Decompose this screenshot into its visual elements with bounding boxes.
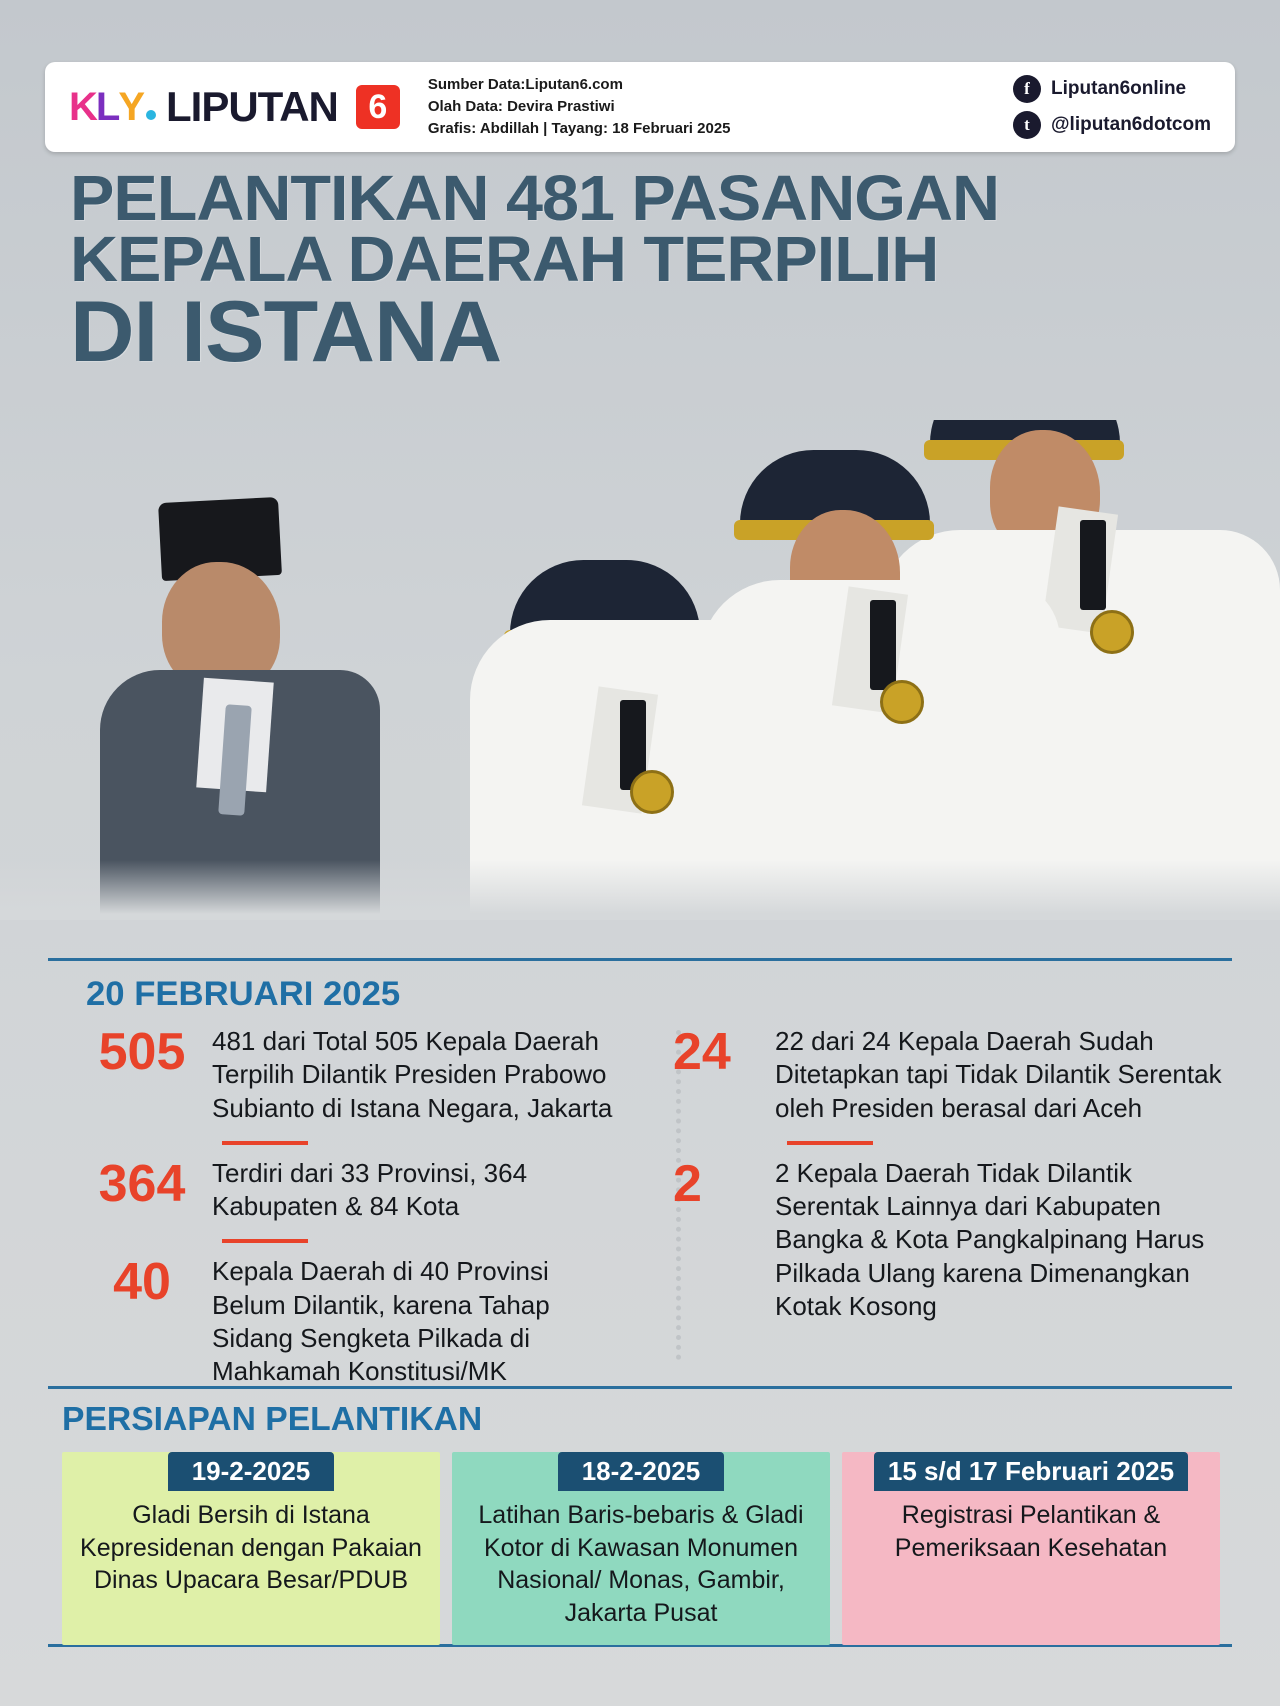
stat-item [72,1025,629,1125]
officer-badge-icon [1090,610,1134,654]
stat-text: 2 Kepala Daerah Tidak Dilantik Serentak Lainnya dari Kabupaten Bangka & Kota Pangkalpinang Harus Pilkada Ulang karena Dimenangkan Kotak Kosong [775,1157,1205,1321]
stat-item [72,1154,629,1224]
header-bar [45,62,1235,152]
president-figure [90,490,390,920]
stats-columns [72,1025,1222,1404]
source-credits [428,74,731,139]
stat-text: 22 dari 24 Kepala Daerah Sudah Ditetapkan tapi Tidak Dilantik Serentak oleh Presiden berasal dari Aceh [775,1026,1222,1123]
twitter-icon: t [1013,111,1041,139]
card-date-wrap [452,1452,830,1491]
stat-item [665,1025,1222,1125]
hero-illustration [0,420,1280,920]
card-date-wrap [62,1452,440,1491]
section-date-heading: 20 FEBRUARI 2025 [86,975,401,1013]
stat-underline [222,1239,308,1243]
officer-tie [1080,520,1106,610]
photo-fade-overlay [0,860,1280,920]
source-line-2: Olah Data: Devira Prastiwi [427,98,615,116]
facebook-icon: f [1013,75,1041,103]
stat-text: Kepala Daerah di 40 Provinsi Belum Dilantik, karena Tahap Sidang Sengketa Pilkada di Mahkamah Konstitusi/MK [212,1256,550,1387]
title-line-3: DI ISTANA [70,283,502,380]
officer-tie [870,600,896,690]
card-date-badge: 18-2-2025 [558,1452,725,1491]
source-line-3: Grafis: Abdillah | Tayang: 18 Februari 2025 [427,119,731,137]
stat-text: 481 dari Total 505 Kepala Daerah Terpilih Dilantik Presiden Prabowo Subianto di Istana Negara, Jakarta [212,1026,613,1123]
card-date-badge: 15 s/d 17 Februari 2025 [874,1452,1188,1491]
stat-text: Terdiri dari 33 Provinsi, 364 Kabupaten & 84 Kota [212,1157,528,1222]
liputan-six-badge: 6 [356,85,400,129]
page-title [70,162,1058,380]
title-line-2: KEPALA DAERAH TERPILIH [70,222,939,295]
title-line-1: PELANTIKAN 481 PASANGAN [70,162,1000,234]
social-handles [1013,75,1211,139]
stat-number: 364 [98,1154,186,1213]
officer-badge-icon [880,680,924,724]
card-date-wrap [842,1452,1220,1491]
card-text: Latihan Baris-bebaris & Gladi Kotor di Kawasan Monumen Nasional/ Monas, Gambir, Jakarta Pusat [478,1501,804,1627]
stat-number: 2 [673,1154,702,1213]
persiapan-heading: PERSIAPAN PELANTIKAN [62,1400,483,1437]
facebook-handle[interactable] [1013,75,1211,103]
facebook-handle-label: Liputan6online [1051,78,1187,99]
liputan-wordmark: LIPUTAN [166,83,338,130]
kly-dot-icon [146,110,156,120]
persiapan-card-3 [842,1452,1220,1645]
kly-letter-y: Y [118,84,144,129]
persiapan-card-1 [62,1452,440,1645]
stat-item [72,1255,629,1388]
stat-number: 24 [673,1023,731,1081]
stats-column-right [665,1025,1222,1404]
source-line-1: Sumber Data:Liputan6.com [427,76,623,94]
stats-column-left [72,1025,629,1404]
persiapan-cards [62,1452,1222,1645]
persiapan-card-2 [452,1452,830,1645]
twitter-handle[interactable] [1013,111,1211,139]
card-date-badge: 19-2-2025 [168,1452,335,1491]
kly-letter-l: L [95,84,119,129]
divider-top [48,958,1232,961]
card-text: Registrasi Pelantikan & Pemeriksaan Kesehatan [894,1501,1168,1562]
stat-underline [787,1141,873,1145]
stat-number: 505 [98,1023,186,1081]
stat-underline [222,1141,308,1145]
kly-letter-k: K [69,84,96,129]
twitter-handle-label: @liputan6dotcom [1051,114,1211,135]
stat-number: 40 [113,1253,171,1312]
brand-logo [69,83,400,131]
kly-logo [69,85,156,130]
officer-badge-icon [630,770,674,814]
stat-item [665,1154,1222,1323]
card-text: Gladi Bersih di Istana Kepresidenan dengan Pakaian Dinas Upacara Besar/PDUB [80,1501,422,1594]
